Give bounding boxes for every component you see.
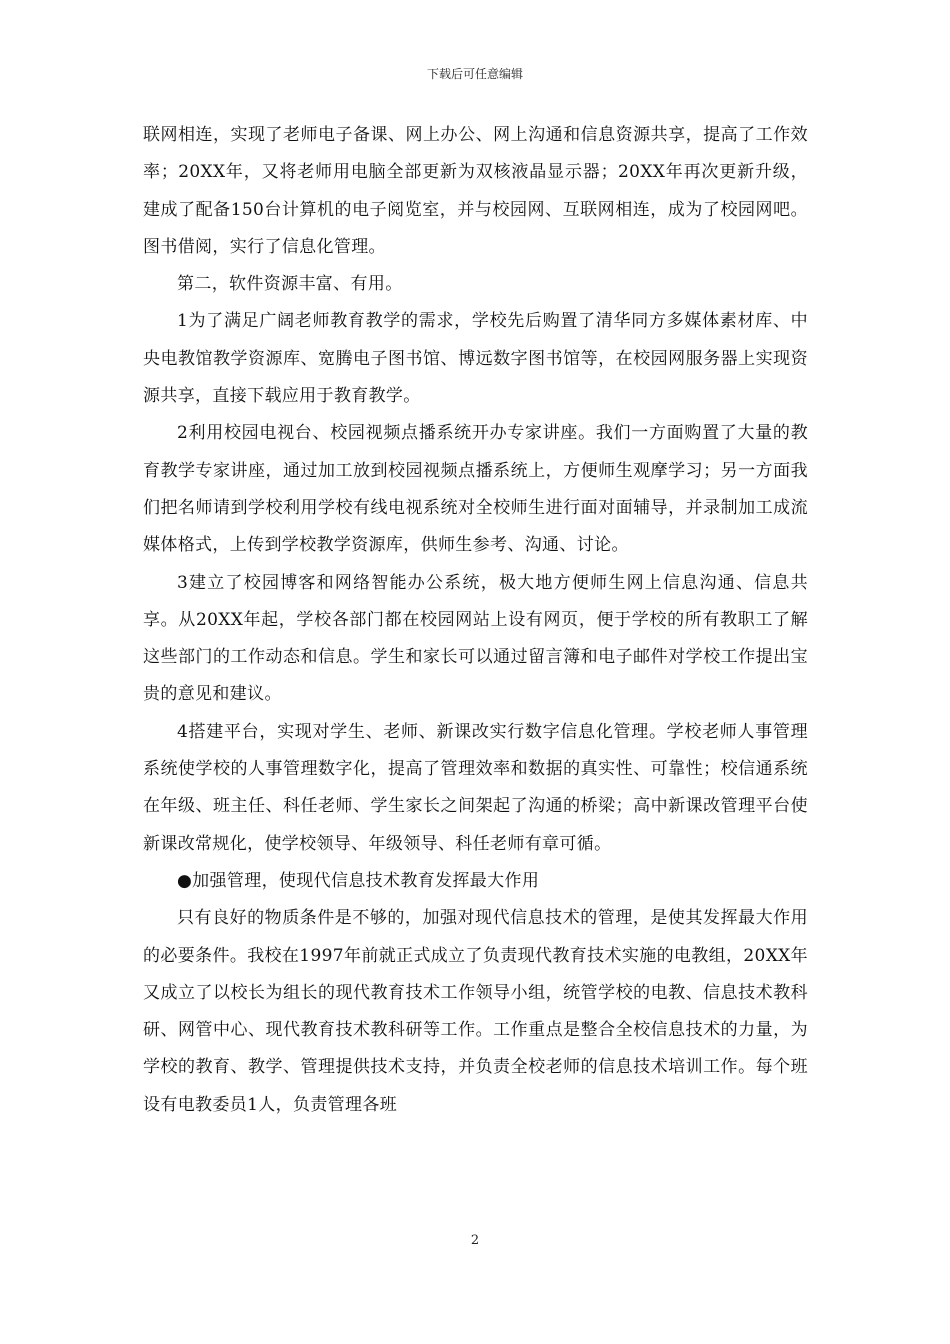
paragraph-item-3: 3建立了校园博客和网络智能办公系统，极大地方便师生网上信息沟通、信息共享。从20XX年起，学校各部门都在校园网站上设有网页，便于学校的所有教职工了解这些部门的工作动态和信息。学生和家长可以通过留言簿和电子邮件对学校工作提出宝贵的意见和建议。: [143, 572, 808, 705]
paragraph-item-1: 1为了满足广阔老师教育教学的需求，学校先后购置了清华同方多媒体素材库、中央电教馆教学资源库、宽腾电子图书馆、博远数字图书馆等，在校园网服务器上实现资源共享，直接下载应用于教育教学。: [143, 311, 808, 407]
paragraph-continuation: 联网相连，实现了老师电子备课、网上办公、网上沟通和信息资源共享，提高了工作效率；20XX年，又将老师用电脑全部更新为双核液晶显示器；20XX年再次更新升级，建成了配备150台计算机的电子阅览室，并与校园网、互联网相连，成为了校园网吧。图书借阅，实行了信息化管理。: [143, 125, 808, 257]
document-body: [143, 117, 808, 1124]
page-number: 2: [470, 1233, 480, 1248]
paragraph-management-heading: ●加强管理，使现代信息技术教育发挥最大作用: [177, 870, 540, 891]
paragraph-software-heading: 第二，软件资源丰富、有用。: [177, 274, 403, 295]
paragraph-item-2: 2利用校园电视台、校园视频点播系统开办专家讲座。我们一方面购置了大量的教育教学专家讲座，通过加工放到校园视频点播系统上，方便师生观摩学习；另一方面我们把名师请到学校利用学校有线电视系统对全校师生进行面对面辅导，并录制加工成流媒体格式，上传到学校教学资源库，供师生参考、沟通、讨论。: [143, 423, 808, 556]
paragraph-item-4: 4搭建平台，实现对学生、老师、新课改实行数字信息化管理。学校老师人事管理系统使学校的人事管理数字化，提高了管理效率和数据的真实性、可靠性；校信通系统在年级、班主任、科任老师、学生家长之间架起了沟通的桥梁；高中新课改管理平台使新课改常规化，使学校领导、年级领导、科任老师有章可循。: [143, 721, 808, 854]
paragraph-management-body: 只有良好的物质条件是不够的，加强对现代信息技术的管理，是使其发挥最大作用的必要条件。我校在1997年前就正式成立了负责现代教育技术实施的电教组，20XX年又成立了以校长为组长的现代教育技术工作领导小组，统管学校的电教、信息技术教科研、网管中心、现代教育技术教科研等工作。工作重点是整合全校信息技术的力量，为学校的教育、教学、管理提供技术支持，并负责全校老师的信息技术培训工作。每个班设有电教委员1人，负责管理各班: [143, 908, 808, 1115]
page-header: 下载后可任意编辑: [426, 67, 523, 81]
